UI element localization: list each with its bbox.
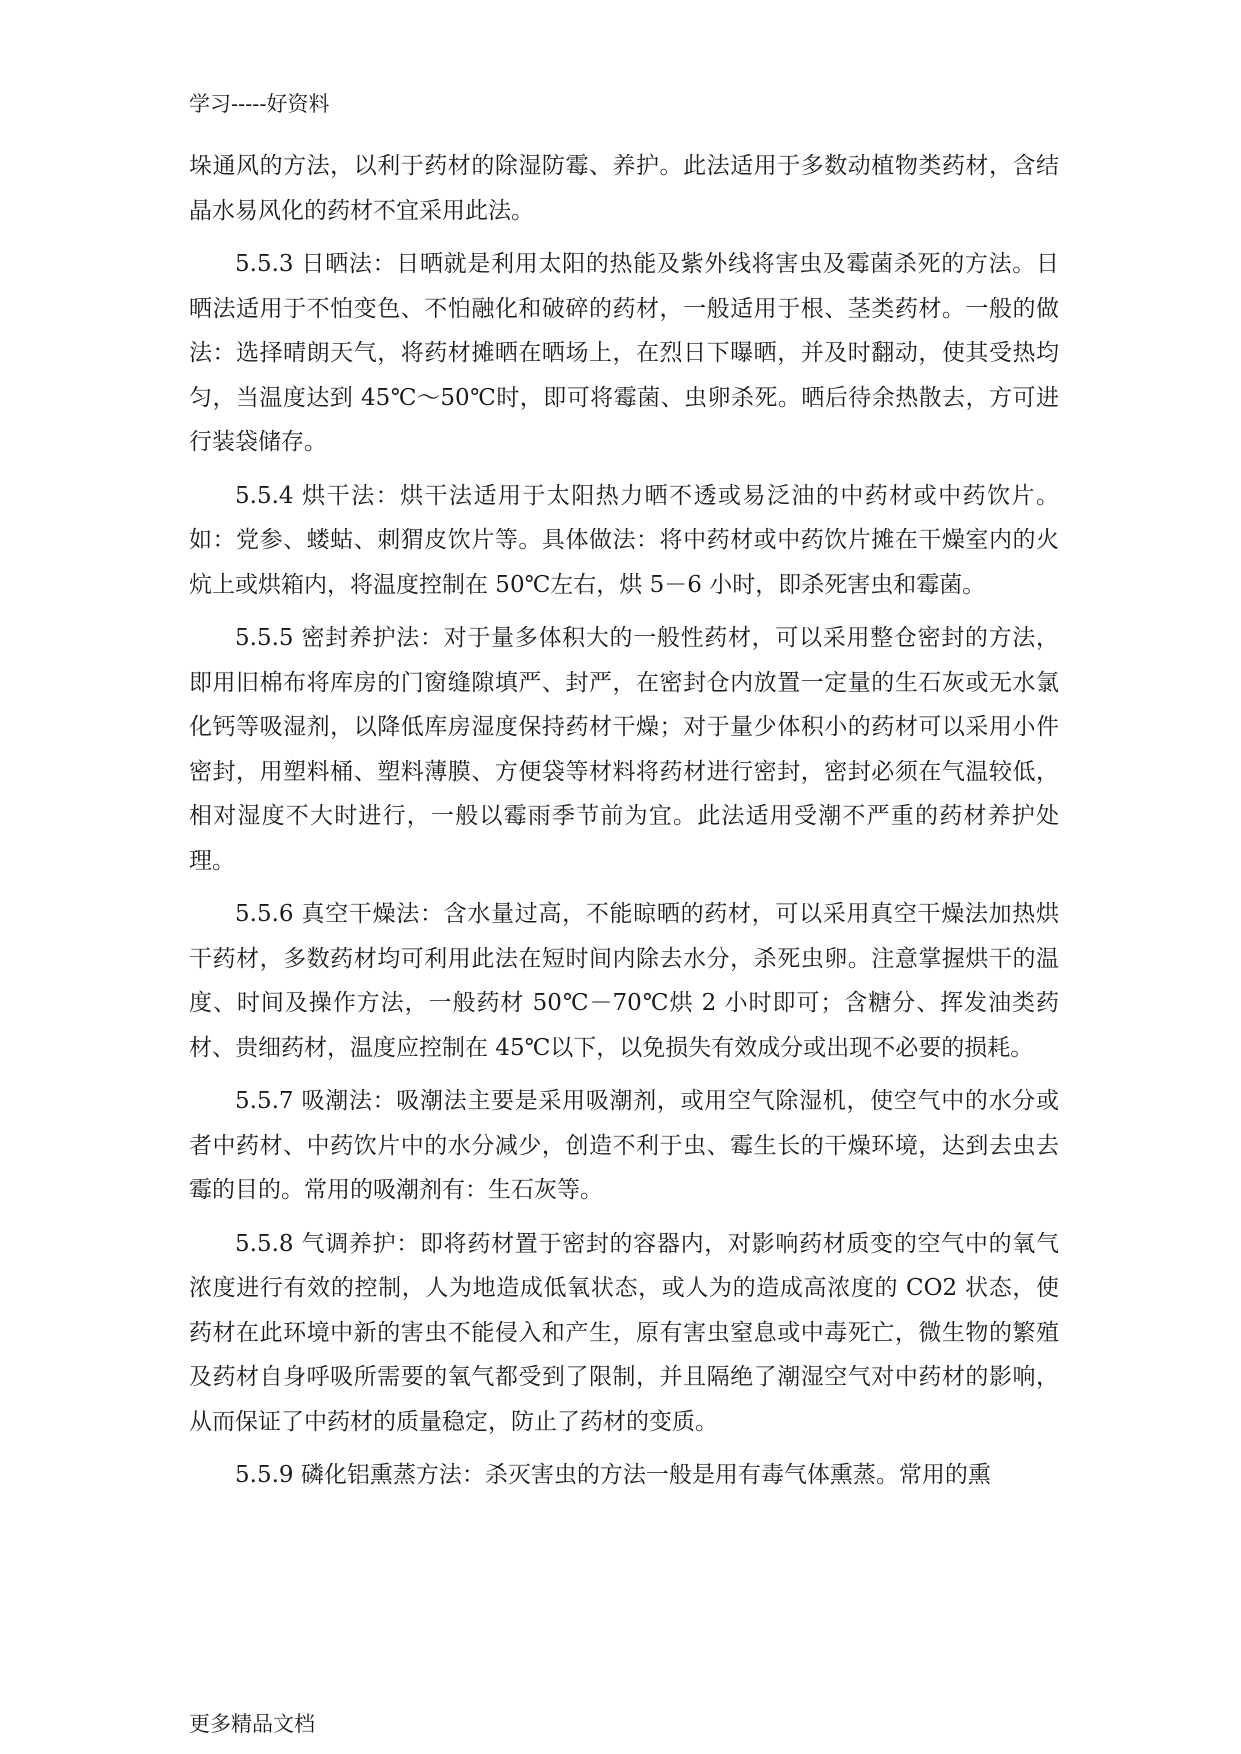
page-header: 学习-----好资料	[189, 92, 330, 116]
paragraph-moisture-absorption: 5.5.7 吸潮法：吸潮法主要是采用吸潮剂，或用空气除湿机，使空气中的水分或者中药材、中药饮片中的水分减少，创造不利于虫、霉生长的干燥环境，达到去虫去霉的目的。常用的吸潮剂有：生石灰等。	[189, 1088, 1059, 1203]
paragraph-ventilation-continued: 垛通风的方法，以利于药材的除湿防霉、养护。此法适用于多数动植物类药材，含结晶水易风化的药材不宜采用此法。	[189, 153, 1059, 224]
paragraph-oven-drying: 5.5.4 烘干法：烘干法适用于太阳热力晒不透或易泛油的中药材或中药饮片。如：党参、蝼蛄、刺猬皮饮片等。具体做法：将中药材或中药饮片摊在干燥室内的火炕上或烘箱内，将温度控制在 50℃左右，烘 5－6 小时，即杀死害虫和霉菌。	[189, 482, 1059, 598]
document-body	[189, 144, 1059, 1507]
page-footer: 更多精品文档	[189, 1712, 315, 1736]
paragraph-sealed-storage: 5.5.5 密封养护法：对于量多体积大的一般性药材，可以采用整仓密封的方法，即用旧棉布将库房的门窗缝隙填严、封严，在密封仓内放置一定量的生石灰或无水氯化钙等吸湿剂，以降低库房湿度保持药材干燥；对于量少体积小的药材可以采用小件密封，用塑料桶、塑料薄膜、方便袋等材料将药材进行密封，密封必须在气温较低，相对湿度不大时进行，一般以霉雨季节前为宜。此法适用受潮不严重的药材养护处理。	[189, 625, 1059, 874]
paragraph-vacuum-drying: 5.5.6 真空干燥法：含水量过高，不能晾晒的药材，可以采用真空干燥法加热烘干药材，多数药材均可利用此法在短时间内除去水分，杀死虫卵。注意掌握烘干的温度、时间及操作方法，一般药材 50℃－70℃烘 2 小时即可；含糖分、挥发油类药材、贵细药材，温度应控制在 45℃以下，以免损失有效成分或出现不必要的损耗。	[189, 901, 1059, 1061]
paragraph-aluminum-phosphide-fumigation: 5.5.9 磷化铝熏蒸方法：杀灭害虫的方法一般是用有毒气体熏蒸。常用的熏	[235, 1462, 991, 1488]
paragraph-controlled-atmosphere: 5.5.8 气调养护：即将药材置于密封的容器内，对影响药材质变的空气中的氧气浓度进行有效的控制，人为地造成低氧状态，或人为的造成高浓度的 CO2 状态，使药材在此环境中新的害虫不能侵入和产生，原有害虫窒息或中毒死亡，微生物的繁殖及药材自身呼吸所需要的氧气都受到了限制，并且隔绝了潮湿空气对中药材的影响，从而保证了中药材的质量稳定，防止了药材的变质。	[189, 1230, 1059, 1435]
paragraph-sun-drying: 5.5.3 日晒法：日晒就是利用太阳的热能及紫外线将害虫及霉菌杀死的方法。日晒法适用于不怕变色、不怕融化和破碎的药材，一般适用于根、茎类药材。一般的做法：选择晴朗天气，将药材摊晒在晒场上，在烈日下曝晒，并及时翻动，使其受热均匀，当温度达到 45℃～50℃时，即可将霉菌、虫卵杀死。晒后待余热散去，方可进行装袋储存。	[189, 251, 1059, 455]
